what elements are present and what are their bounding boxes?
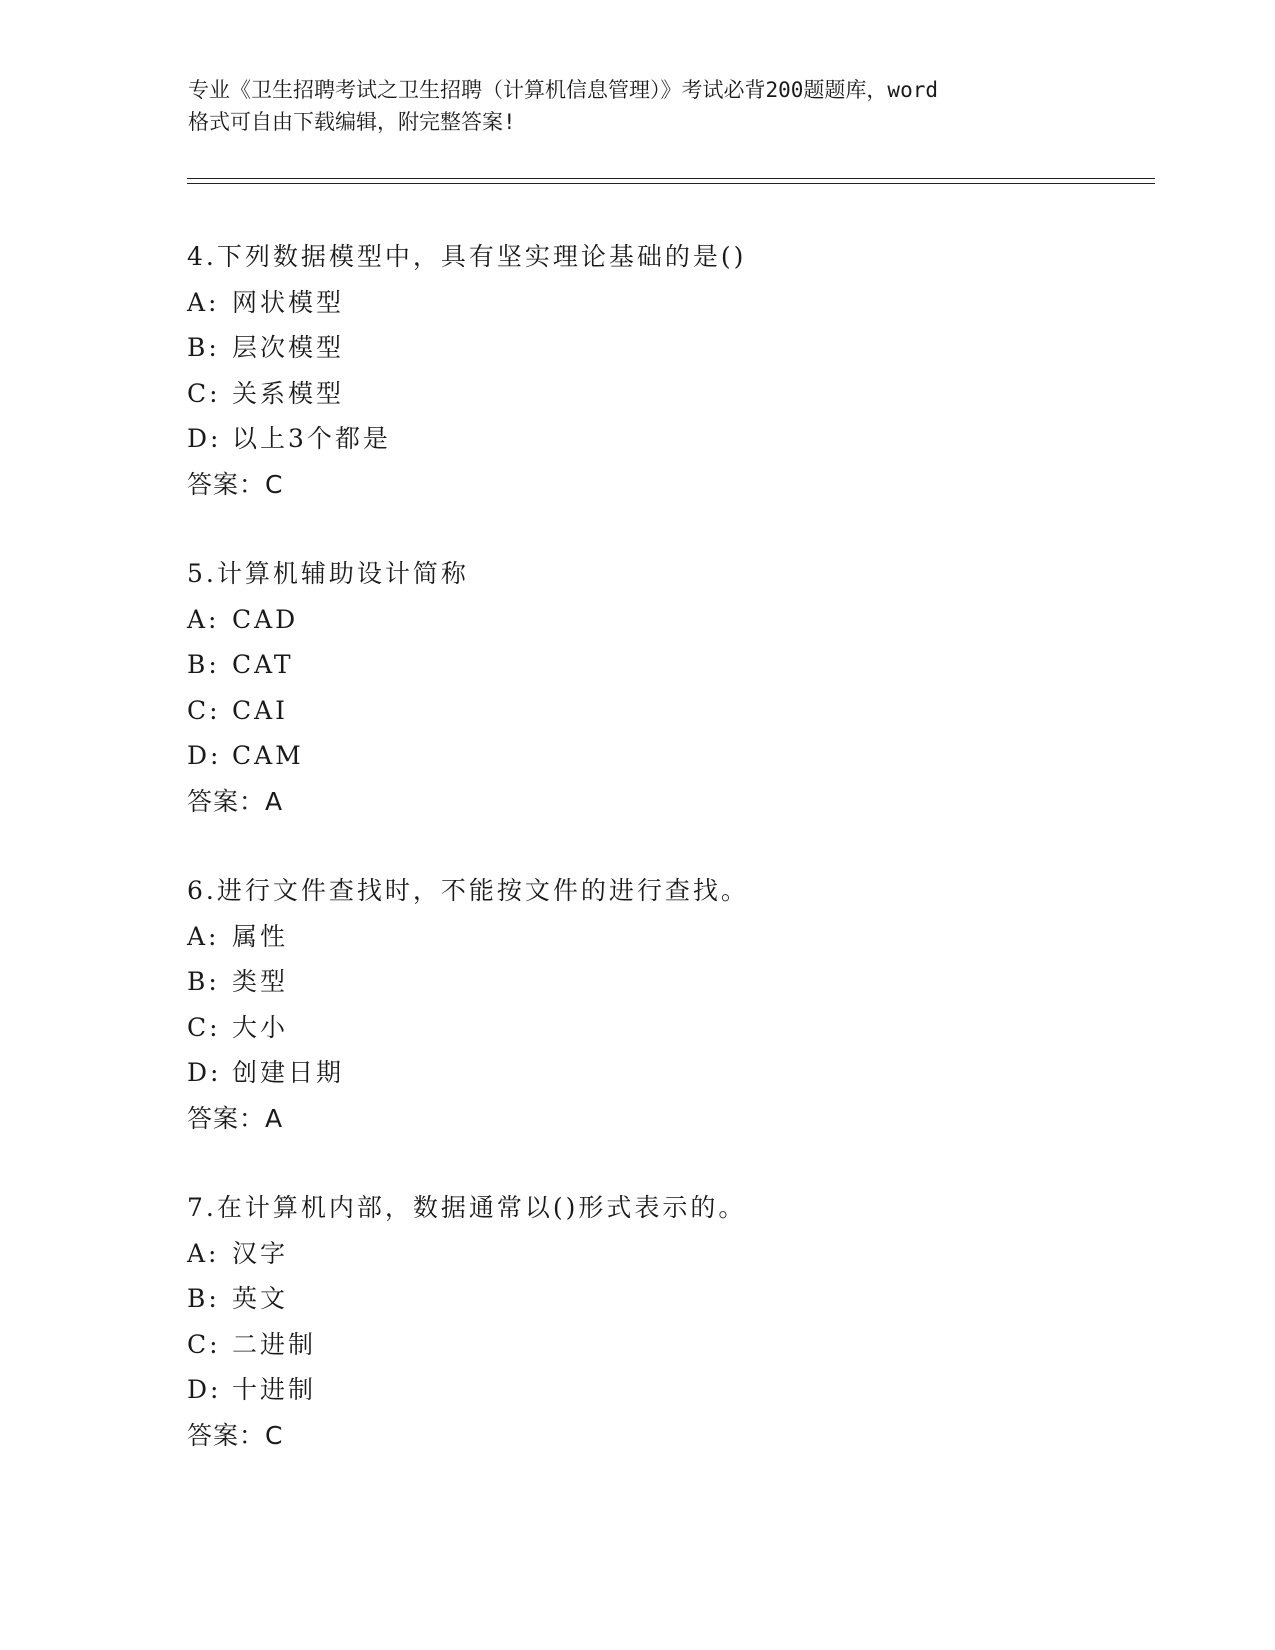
option-a: [187, 597, 1147, 643]
question-list: [187, 234, 1147, 1502]
option-text: 属性: [232, 921, 289, 951]
option-letter: C:: [187, 1329, 221, 1359]
answer-line: 答案：C: [187, 469, 284, 499]
option-letter: D:: [187, 741, 222, 770]
option-text: 十进制: [232, 1375, 317, 1404]
option-letter: D:: [187, 1058, 222, 1087]
question-stem: 7.在计算机内部，数据通常以()形式表示的。: [187, 1193, 747, 1222]
option-text: 汉字: [232, 1238, 289, 1268]
option-text: CAT: [232, 650, 294, 679]
header-divider-bottom: [187, 183, 1155, 184]
option-c: [187, 1322, 1147, 1368]
question-item: [187, 234, 1147, 507]
question-stem: 4.下列数据模型中，具有坚实理论基础的是(): [187, 242, 747, 271]
header-line-2: 格式可自由下载编辑，附完整答案!: [188, 110, 516, 134]
option-d: [187, 416, 1147, 462]
option-d: [187, 1050, 1147, 1096]
option-text: 层次模型: [232, 333, 345, 362]
answer-line: 答案：A: [187, 1103, 284, 1133]
option-b: [187, 642, 1147, 688]
option-a: [187, 914, 1147, 960]
option-letter: C:: [187, 695, 221, 725]
option-b: [187, 1276, 1147, 1322]
option-c: [187, 371, 1147, 417]
option-text: CAD: [232, 604, 299, 634]
option-text: 网状模型: [232, 287, 345, 317]
question-stem: 6.进行文件查找时，不能按文件的进行查找。: [187, 876, 749, 905]
option-d: [187, 1367, 1147, 1413]
option-a: [187, 280, 1147, 326]
option-text: 关系模型: [232, 378, 345, 408]
option-text: 类型: [232, 967, 289, 996]
header-line-1: 专业《卫生招聘考试之卫生招聘（计算机信息管理）》考试必背200题题库，word: [188, 78, 938, 102]
option-text: 以上3个都是: [232, 424, 391, 453]
option-b: [187, 325, 1147, 371]
question-item: [187, 868, 1147, 1141]
document-header: [188, 74, 1098, 138]
option-text: 二进制: [232, 1329, 317, 1359]
option-letter: B:: [187, 650, 220, 679]
option-letter: C:: [187, 378, 221, 408]
option-c: [187, 688, 1147, 734]
option-letter: C:: [187, 1012, 221, 1042]
question-item: [187, 1185, 1147, 1458]
answer-line: 答案：A: [187, 786, 284, 816]
option-letter: A:: [187, 287, 220, 317]
option-text: CAM: [232, 741, 304, 770]
option-letter: B:: [187, 333, 220, 362]
option-text: CAI: [232, 695, 289, 725]
option-letter: A:: [187, 921, 220, 951]
header-divider-top: [187, 178, 1155, 179]
option-b: [187, 959, 1147, 1005]
option-letter: D:: [187, 1375, 222, 1404]
option-a: [187, 1231, 1147, 1277]
answer-line: 答案：C: [187, 1420, 284, 1450]
option-text: 创建日期: [232, 1058, 345, 1087]
question-stem: 5.计算机辅助设计简称: [187, 559, 469, 588]
option-letter: B:: [187, 1284, 220, 1313]
question-item: [187, 551, 1147, 824]
option-letter: A:: [187, 1238, 220, 1268]
option-letter: D:: [187, 424, 222, 453]
option-letter: A:: [187, 604, 220, 634]
option-c: [187, 1005, 1147, 1051]
option-text: 英文: [232, 1284, 289, 1313]
option-text: 大小: [232, 1012, 289, 1042]
option-letter: B:: [187, 967, 220, 996]
option-d: [187, 733, 1147, 779]
